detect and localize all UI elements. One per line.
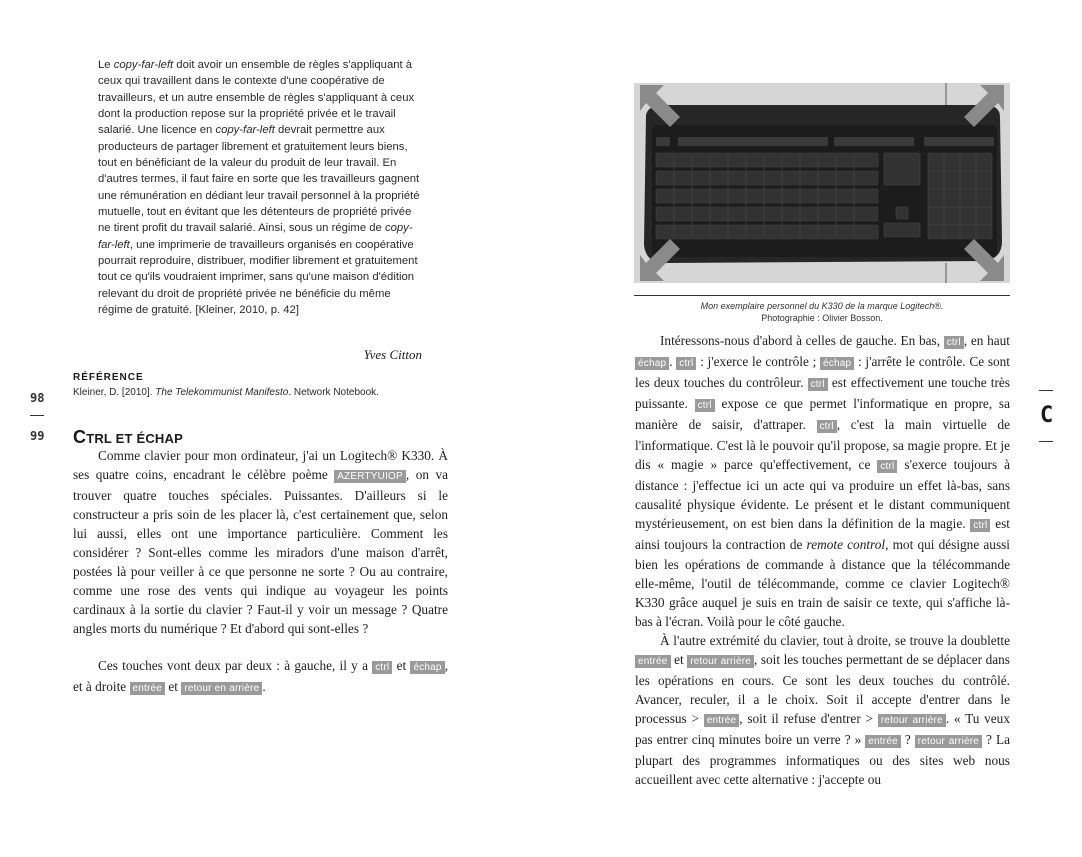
key-echap: échap (635, 357, 669, 370)
key-ctrl: ctrl (877, 460, 897, 473)
key-entree: entrée (130, 682, 166, 695)
key-echap: échap (820, 357, 854, 370)
key-ctrl: ctrl (808, 378, 828, 391)
key-ctrl: ctrl (817, 420, 837, 433)
key-retour: retour arrière (878, 714, 946, 727)
page-number-left: 98 (30, 391, 45, 405)
key-azertyuiop: AZERTYUIOP (334, 470, 406, 483)
key-entree: entrée (635, 655, 671, 668)
caption-divider (634, 295, 1010, 296)
key-entree: entrée (865, 735, 901, 748)
keyboard-photo (634, 83, 1010, 283)
margin-letter: C (1040, 403, 1054, 428)
key-retour: retour en arrière (181, 682, 262, 695)
key-retour: retour arrière (915, 735, 982, 748)
reference-heading: RÉFÉRENCE (73, 372, 144, 383)
quote-block: Le copy-far-left doit avoir un ensemble de règles s'appliquant à ceux qui travaillent dans le contexte d'une coopérative de travailleurs, et un autre ensemble de règles s'appliquant à ceux dont la production repose sur la propriété privée et le travail salarié. Une licence en copy-far-left devrait permettre aux producteurs de partager librement et gratuitement leurs biens, tout en bénéficiant de la valeur du produit de leur travail. En d'autres termes, il faut faire en sorte que les travailleurs gagnent une rémunération en dédiant leur travail personnel à la propriété mutuelle, tout en évitant que les détenteurs de propriété privée ne tirent profit du travail salarié. Ainsi, sous un régime de copy-far-left, une imprimerie de travailleurs organisés en coopérative pourrait reproduire, distribuer, modifier librement et gratuitement tout ce qu'ils voudraient imprimer, sans qu'une maison d'édition relevant du droit de propriété privée ne bénéficie du même régime de gratuité. [Kleiner, 2010, p. 42] (98, 59, 420, 317)
body-paragraph-2: Ces touches vont deux par deux : à gauche, il y a ctrl et échap , et à droite entrée et retour en arrière . (73, 658, 449, 695)
key-ctrl: ctrl (970, 519, 990, 532)
reference-entry: Kleiner, D. [2010]. The Telekommunist Manifesto. Network Notebook. (73, 387, 379, 398)
key-echap: échap (410, 661, 444, 674)
key-entree: entrée (704, 714, 740, 727)
key-ctrl: ctrl (372, 661, 392, 674)
photo-caption: Mon exemplaire personnel du K330 de la marque Logitech®. Photographie : Olivier Bosson. (700, 301, 944, 323)
key-ctrl: ctrl (944, 336, 964, 349)
body-paragraph-1: Comme clavier pour mon ordinateur, j'ai un Logitech® K330. À ses quatre coins, encadrant le célèbre poème AZERTYUIOP , on va trouver quatre touches spéciales. Puissantes. D'ailleurs si le constructeur a pris soin de les placer là, c'est certainement que, selon lui aussi, elles ont une importance particulière. Comment les considérer ? Sont-elles comme les miradors d'une maison d'arrêt, postées là pour veiller à ce que personne ne sorte ? Ou au contraire, comme une rose des vents qui indique au voyageur les points cardinaux à la sortie du clavier ? Faut-il y voir un message ? Quatre angles morts du numérique ? Et d'abord qui sont-elles ? (73, 448, 448, 637)
right-body-text: Intéressons-nous d'abord à celles de gauche. En bas, ctrl , en haut échap . ctrl : j'exerce le contrôle ; échap : j'arrête le contrôle. Ce sont les deux touches du contrôleur. ctrl est effectivement une touche très puissante. ctrl expose ce que permet l'informatique en propre, sa manière de saisir, d'attraper. ctrl , c'est la main virtuelle de l'informatique. C'est là le pouvoir qu'il propose, sa magie propre. Et je dis « magie » parce qu'effectivement, ce ctrl s'exerce toujours à distance : j'effectue ici un acte qui va produire un effet là-bas, sans causalité physique évidente. Le présent et le distant communiquent mystérieusement, on est bien dans la définition de la magie. ctrl est ainsi toujours la contraction de remote control, mot qui désigne aussi bien les opérations de commande à distance que la télécommande elle-même, l'outil de télécommande, comme ce clavier Logitech® K330 grâce auquel je suis en train de saisir ce texte, qui s'affiche là-bas à l'écran. Voilà pour le côté gauche. À l'autre extrémité du clavier, tout à droite, se trouve la doublette entrée et retour arrière , soit les touches permettant de se déplacer dans les opérations en cours. Ce sont les deux touches du contrôlé. Avancer, reculer, il a le choix. Soit il accepte d'entrer dans le processus > entrée , soit il refuse d'entrer > retour arrière . « Tu veux pas entrer cinq minutes boire un verre ? » entrée ? retour arrière ? La plupart des programmes informatiques ou des sites web nous accueillent avec cette alternative : j'accepte ou (635, 333, 1011, 788)
key-retour: retour arrière (687, 655, 754, 668)
section-title: CTRL ET ÉCHAP (73, 427, 183, 447)
folio-divider (30, 415, 44, 416)
key-ctrl: ctrl (695, 399, 715, 412)
letter-rule-top (1039, 390, 1053, 391)
letter-rule-bottom (1039, 441, 1053, 442)
page-number-right: 99 (30, 429, 45, 443)
author-signature: Yves Citton (363, 347, 422, 362)
key-ctrl: ctrl (676, 357, 696, 370)
